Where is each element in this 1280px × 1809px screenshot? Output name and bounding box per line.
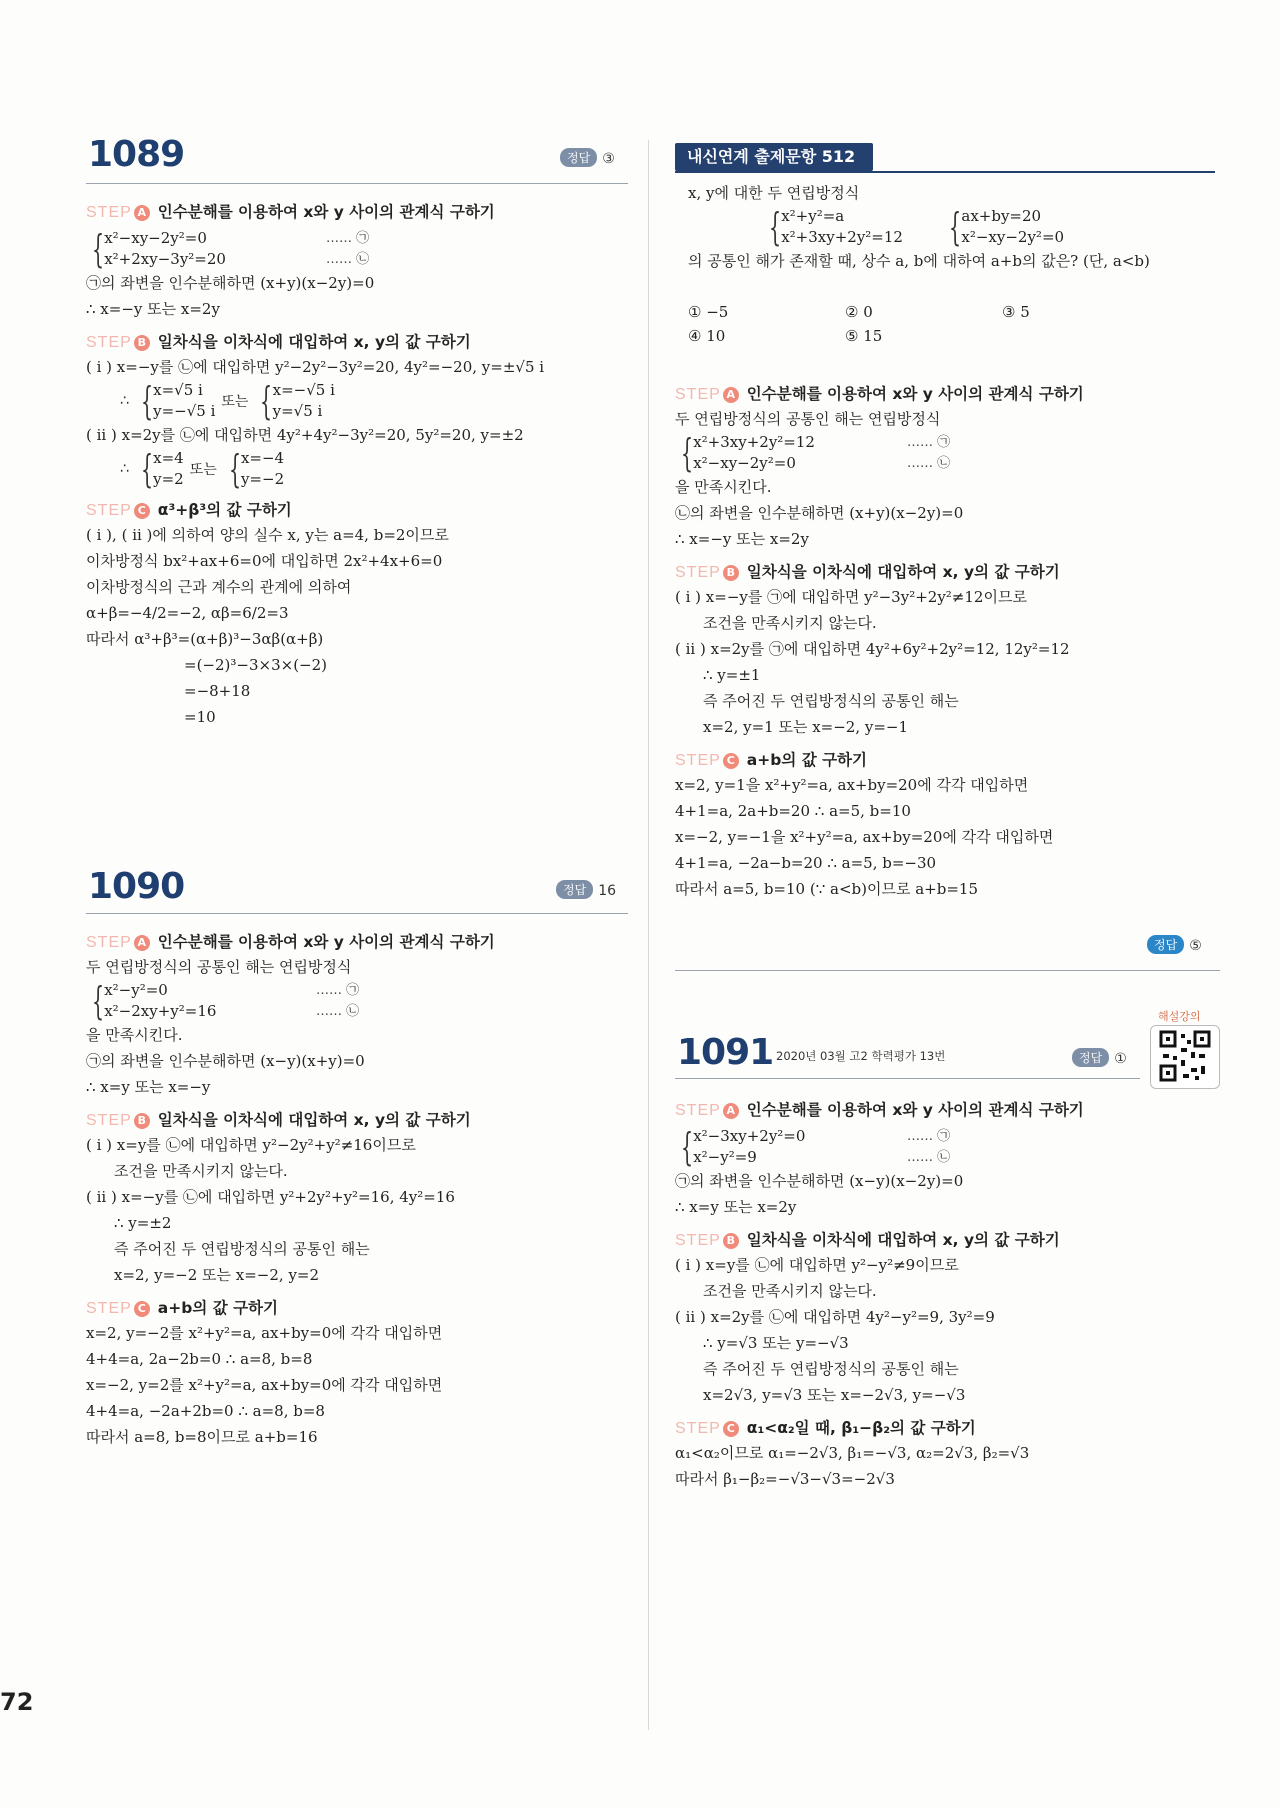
problem-number-1090: 1090 <box>88 866 185 907</box>
answer-label: 정답 <box>560 148 597 167</box>
rule <box>86 183 628 184</box>
choice-4[interactable]: ④ 10 <box>688 327 726 345</box>
text-line: ㉠의 좌변을 인수분해하면 (x−y)(x+y)=0 <box>86 1052 365 1070</box>
equation: y=−√5 i <box>153 402 216 420</box>
step-letter: B <box>723 565 739 581</box>
answer-1091 <box>1072 1048 1127 1067</box>
step-word: STEP <box>86 1112 132 1129</box>
equation-system <box>675 1126 1220 1168</box>
step-title: α₁<α₂일 때, β₁−β₂의 값 구하기 <box>746 1419 976 1437</box>
step-letter: B <box>134 1113 150 1129</box>
step-word: STEP <box>675 752 721 769</box>
equation: x=−√5 i <box>272 381 335 399</box>
text-line: ( ii ) x=2y를 ㉠에 대입하면 4y²+6y²+2y²=12, 12y²=12 <box>675 640 1070 658</box>
text-line: ∴ y=±1 <box>703 666 761 684</box>
equation: x²+2xy−3y²=20 <box>104 250 226 268</box>
text-line: ㉠의 좌변을 인수분해하면 (x−y)(x−2y)=0 <box>675 1172 964 1190</box>
step-title: α³+β³의 값 구하기 <box>157 501 292 519</box>
step-title: 일차식을 이차식에 대입하여 x, y의 값 구하기 <box>746 1231 1060 1249</box>
equation: y=2 <box>153 470 184 488</box>
text-line: 이차방정식의 근과 계수의 관계에 의하여 <box>86 578 352 596</box>
equation-tag: …… ㉠ <box>316 983 360 998</box>
step-word: STEP <box>675 1232 721 1249</box>
column-divider <box>648 140 649 1730</box>
or-label: 또는 <box>189 462 217 478</box>
step-letter: B <box>723 1233 739 1249</box>
text-line: ( ii ) x=2y를 ㉡에 대입하면 4y²+4y²−3y²=20, 5y²=20, y=±2 <box>86 426 524 444</box>
step-b-heading <box>675 1228 1220 1252</box>
text-line: =−8+18 <box>184 682 251 700</box>
step-letter: C <box>723 753 739 769</box>
text-line: x=2, y=1을 x²+y²=a, ax+by=20에 각각 대입하면 <box>675 776 1029 794</box>
equation: ax+by=20 <box>961 207 1042 225</box>
step-c-heading <box>675 1416 1220 1440</box>
text-line: =10 <box>184 708 216 726</box>
step-b-heading <box>86 330 631 354</box>
brace: { <box>140 447 154 491</box>
step-word: STEP <box>675 1420 721 1437</box>
step-word: STEP <box>675 386 721 403</box>
rule <box>86 913 628 914</box>
equation: x²−xy−2y²=0 <box>693 454 796 472</box>
brace: { <box>92 227 105 271</box>
choice-1[interactable]: ① −5 <box>688 303 729 321</box>
text-line: x=2, y=−2를 x²+y²=a, ax+by=0에 각각 대입하면 <box>86 1324 443 1342</box>
answer-value: ① <box>1114 1051 1127 1067</box>
text-line: 즉 주어진 두 연립방정식의 공통인 해는 <box>703 1360 959 1378</box>
step-b-heading <box>675 560 1220 584</box>
text-line: ( i ) x=y를 ㉡에 대입하면 y²−2y²+y²≠16이므로 <box>86 1136 416 1154</box>
text-line: x=−2, y=2를 x²+y²=a, ax+by=0에 각각 대입하면 <box>86 1376 443 1394</box>
text-line: 을 만족시킨다. <box>86 1026 183 1044</box>
text-line: 이차방정식 bx²+ax+6=0에 대입하면 2x²+4x+6=0 <box>86 552 443 570</box>
step-title: 인수분해를 이용하여 x와 y 사이의 관계식 구하기 <box>746 1101 1084 1119</box>
choice-5[interactable]: ⑤ 15 <box>845 327 883 345</box>
step-letter: A <box>134 205 150 221</box>
equation-tag: …… ㉡ <box>316 1004 360 1019</box>
question-line: 의 공통인 해가 존재할 때, 상수 a, b에 대하여 a+b의 값은? (단, a<b) <box>688 252 1150 270</box>
step-title: 인수분해를 이용하여 x와 y 사이의 관계식 구하기 <box>746 385 1084 403</box>
text-line: ( i ), ( ii )에 의하여 양의 실수 x, y는 a=4, b=2이므로 <box>86 526 449 544</box>
naesin-question <box>688 180 1218 274</box>
step-letter: A <box>723 387 739 403</box>
qr-code[interactable] <box>1150 1025 1220 1089</box>
solution-pair <box>86 380 631 422</box>
text-line: 4+4=a, 2a−2b=0 ∴ a=8, b=8 <box>86 1350 313 1368</box>
problem-number-1089: 1089 <box>88 134 185 175</box>
answer-value: 16 <box>598 883 617 899</box>
answer-naesin <box>1147 935 1202 954</box>
answer-1089 <box>560 148 615 167</box>
rule <box>675 970 1220 971</box>
step-word: STEP <box>675 1102 721 1119</box>
text-line: ∴ x=−y 또는 x=2y <box>675 530 809 548</box>
text-line: x=2, y=−2 또는 x=−2, y=2 <box>114 1266 320 1284</box>
equation: y=−2 <box>240 470 285 488</box>
brace: { <box>949 205 962 249</box>
text-line: ∴ x=−y 또는 x=2y <box>86 300 220 318</box>
text-line: ( i ) x=y를 ㉡에 대입하면 y²−y²≠9이므로 <box>675 1256 959 1274</box>
text-line: α+β=−4/2=−2, αβ=6/2=3 <box>86 604 289 622</box>
equation: x²−2xy+y²=16 <box>104 1002 217 1020</box>
step-b-heading <box>86 1108 631 1132</box>
choice-2[interactable]: ② 0 <box>845 303 873 321</box>
text-line: ∴ x=y 또는 x=2y <box>675 1198 797 1216</box>
therefore-sign: ∴ <box>120 461 129 477</box>
solution-pair <box>86 448 631 490</box>
answer-label: 정답 <box>556 880 593 899</box>
text-line: 즉 주어진 두 연립방정식의 공통인 해는 <box>703 692 959 710</box>
answer-label: 정답 <box>1072 1048 1109 1067</box>
text-line: x=−2, y=−1을 x²+y²=a, ax+by=20에 각각 대입하면 <box>675 828 1054 846</box>
step-word: STEP <box>86 502 132 519</box>
answer-value: ③ <box>602 151 615 167</box>
text-line: ( ii ) x=−y를 ㉡에 대입하면 y²+2y²+y²=16, 4y²=16 <box>86 1188 455 1206</box>
step-title: 일차식을 이차식에 대입하여 x, y의 값 구하기 <box>746 563 1060 581</box>
solution-1091 <box>675 1098 1220 1492</box>
equation-tag: …… ㉠ <box>907 1129 951 1144</box>
text-line: 따라서 a=8, b=8이므로 a+b=16 <box>86 1428 318 1446</box>
qr-code-icon <box>1151 1026 1219 1088</box>
therefore-sign: ∴ <box>120 393 129 409</box>
equation: x²+3xy+2y²=12 <box>693 433 815 451</box>
equation: y=√5 i <box>272 402 323 420</box>
step-letter: B <box>134 335 150 351</box>
text-line: 따라서 α³+β³=(α+β)³−3αβ(α+β) <box>86 630 324 648</box>
text-line: 4+1=a, 2a+b=20 ∴ a=5, b=10 <box>675 802 911 820</box>
naesin-solution <box>675 382 1220 902</box>
equation: x²−3xy+2y²=0 <box>693 1127 806 1145</box>
solution-1089 <box>86 200 631 730</box>
brace: { <box>92 979 105 1023</box>
equation: x²+y²=a <box>781 207 845 225</box>
text-line: 조건을 만족시키지 않는다. <box>703 614 877 632</box>
equation: x²−y²=0 <box>104 981 168 999</box>
step-a-heading <box>675 1098 1220 1122</box>
answer-1090 <box>556 880 616 899</box>
answer-value: ⑤ <box>1189 938 1202 954</box>
text-line: 따라서 a=5, b=10 (∵ a<b)이므로 a+b=15 <box>675 880 978 898</box>
naesin-header-line <box>675 171 1215 173</box>
text-line: ( i ) x=−y를 ㉠에 대입하면 y²−3y²+2y²≠12이므로 <box>675 588 1027 606</box>
step-title: 일차식을 이차식에 대입하여 x, y의 값 구하기 <box>157 333 471 351</box>
step-title: 인수분해를 이용하여 x와 y 사이의 관계식 구하기 <box>157 933 495 951</box>
step-a-heading <box>675 382 1220 406</box>
page-number: 72 <box>0 1688 34 1716</box>
brace: { <box>681 1125 694 1169</box>
text-line: 두 연립방정식의 공통인 해는 연립방정식 <box>86 958 352 976</box>
text-line: 조건을 만족시키지 않는다. <box>114 1162 288 1180</box>
step-c-heading <box>86 1296 631 1320</box>
equation-tag: …… ㉠ <box>907 435 951 450</box>
text-line: x=2, y=1 또는 x=−2, y=−1 <box>703 718 909 736</box>
step-word: STEP <box>86 934 132 951</box>
equation-tag: …… ㉡ <box>907 1150 951 1165</box>
choice-3[interactable]: ③ 5 <box>1002 303 1030 321</box>
solution-1090 <box>86 930 631 1450</box>
equation-tag: …… ㉡ <box>326 252 370 267</box>
brace: { <box>228 447 241 491</box>
equation: x²−xy−2y²=0 <box>961 228 1065 246</box>
equation: x²+3xy+2y²=12 <box>781 228 903 246</box>
text-line: 4+4=a, −2a+2b=0 ∴ a=8, b=8 <box>86 1402 325 1420</box>
question-line: x, y에 대한 두 연립방정식 <box>688 184 860 202</box>
text-line: 두 연립방정식의 공통인 해는 연립방정식 <box>675 410 941 428</box>
step-c-heading <box>675 748 1220 772</box>
step-letter: C <box>134 503 150 519</box>
equation-system <box>86 980 631 1022</box>
step-a-heading <box>86 930 631 954</box>
step-title: 일차식을 이차식에 대입하여 x, y의 값 구하기 <box>157 1111 471 1129</box>
text-line: x=2√3, y=√3 또는 x=−2√3, y=−√3 <box>703 1386 966 1404</box>
step-letter: A <box>723 1103 739 1119</box>
answer-label: 정답 <box>1147 935 1184 954</box>
step-word: STEP <box>86 334 132 351</box>
equation: x=−4 <box>240 449 285 467</box>
brace: { <box>769 205 782 249</box>
text-line: ㉡의 좌변을 인수분해하면 (x+y)(x−2y)=0 <box>675 504 964 522</box>
equation: x=4 <box>153 449 184 467</box>
step-letter: A <box>134 935 150 951</box>
equation-systems <box>688 206 1218 248</box>
text-line: ( ii ) x=2y를 ㉡에 대입하면 4y²−y²=9, 3y²=9 <box>675 1308 995 1326</box>
text-line: ∴ y=√3 또는 y=−√3 <box>703 1334 849 1352</box>
problem-source: 2020년 03월 고2 학력평가 13번 <box>776 1049 946 1063</box>
naesin-header <box>675 143 1215 173</box>
step-letter: C <box>723 1421 739 1437</box>
text-line: 을 만족시킨다. <box>675 478 772 496</box>
text-line: 4+1=a, −2a−b=20 ∴ a=5, b=−30 <box>675 854 937 872</box>
step-word: STEP <box>86 1300 132 1317</box>
text-line: ∴ x=y 또는 x=−y <box>86 1078 211 1096</box>
step-word: STEP <box>675 564 721 581</box>
brace: { <box>260 379 273 423</box>
or-label: 또는 <box>221 394 249 410</box>
step-word: STEP <box>86 204 132 221</box>
equation-system <box>86 228 631 270</box>
equation-tag: …… ㉡ <box>907 456 951 471</box>
rule <box>675 1078 1140 1079</box>
equation: x²−y²=9 <box>693 1148 757 1166</box>
brace: { <box>681 431 694 475</box>
text-line: 조건을 만족시키지 않는다. <box>703 1282 877 1300</box>
text-line: ( i ) x=−y를 ㉡에 대입하면 y²−2y²−3y²=20, 4y²=−20, y=±√5 i <box>86 358 545 376</box>
step-a-heading <box>86 200 631 224</box>
equation-tag: …… ㉠ <box>326 231 370 246</box>
step-title: a+b의 값 구하기 <box>746 751 867 769</box>
step-title: 인수분해를 이용하여 x와 y 사이의 관계식 구하기 <box>157 203 495 221</box>
problem-number-1091: 1091 <box>677 1032 774 1073</box>
text-line: ∴ y=±2 <box>114 1214 172 1232</box>
step-title: a+b의 값 구하기 <box>157 1299 278 1317</box>
text-line: =(−2)³−3×3×(−2) <box>184 656 328 674</box>
text-line: ㉠의 좌변을 인수분해하면 (x+y)(x−2y)=0 <box>86 274 375 292</box>
equation: x=√5 i <box>153 381 203 399</box>
text-line: 따라서 β₁−β₂=−√3−√3=−2√3 <box>675 1470 895 1488</box>
naesin-header-tab: 내신연계 출제문항 512 <box>675 143 873 171</box>
step-c-heading <box>86 498 631 522</box>
equation-system <box>675 432 1220 474</box>
text-line: α₁<α₂이므로 α₁=−2√3, β₁=−√3, α₂=2√3, β₂=√3 <box>675 1444 1030 1462</box>
text-line: 즉 주어진 두 연립방정식의 공통인 해는 <box>114 1240 370 1258</box>
equation: x²−xy−2y²=0 <box>104 229 207 247</box>
step-letter: C <box>134 1301 150 1317</box>
qr-caption: 해설강의 <box>1158 1010 1201 1023</box>
brace: { <box>140 379 154 423</box>
